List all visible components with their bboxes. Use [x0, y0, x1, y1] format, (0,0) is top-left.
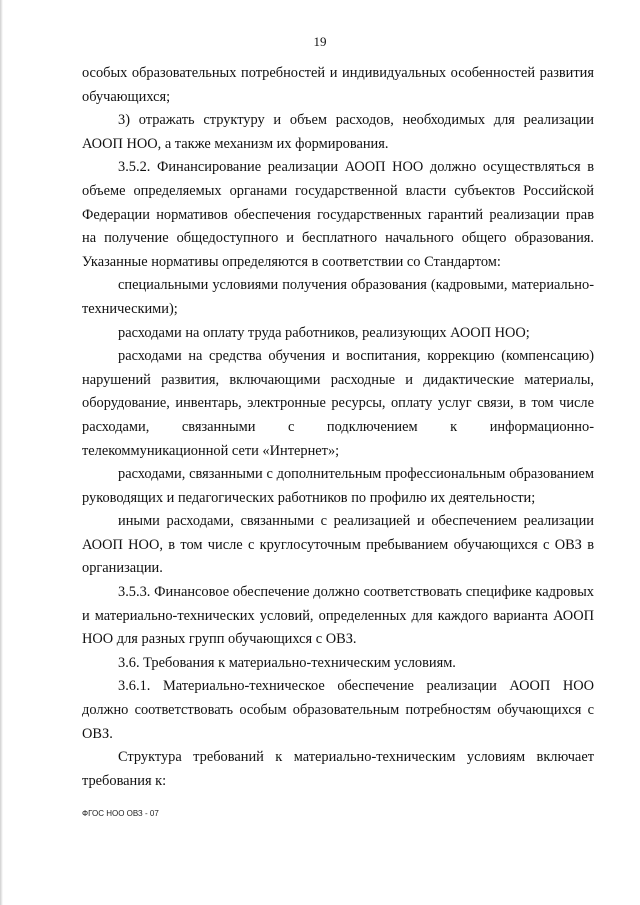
paragraph: специальными условиями получения образования (кадровыми, материально-техническими);	[82, 277, 594, 317]
paragraph: 3.6.1. Материально-техническое обеспечение реализации АООП НОО должно соответствовать особым образовательным потребностям обучающихся с ОВЗ.	[82, 678, 594, 742]
paragraph: иными расходами, связанными с реализацией и обеспечением реализации АООП НОО, в том числе с круглосуточным пребыванием обучающихся с ОВЗ в организации.	[82, 513, 594, 577]
scan-edge	[0, 0, 3, 905]
document-code-footer: ФГОС НОО ОВЗ - 07	[82, 809, 159, 818]
paragraph: 3.5.3. Финансовое обеспечение должно соответствовать специфике кадровых и материально-технических условий, определенных для каждого варианта АООП НОО для разных групп обучающихся с ОВЗ.	[82, 584, 594, 648]
page-number: 19	[313, 34, 327, 49]
body-text	[82, 62, 594, 793]
paragraph: особых образовательных потребностей и индивидуальных особенностей развития обучающихся;	[82, 65, 594, 105]
paragraph: расходами, связанными с дополнительным профессиональным образованием руководящих и педагогических работников по профилю их деятельности;	[82, 466, 594, 506]
paragraph: 3) отражать структуру и объем расходов, необходимых для реализации АООП НОО, а также механизм их формирования.	[82, 112, 594, 152]
paragraph: Структура требований к материально-техническим условиям включает требования к:	[82, 749, 594, 789]
paragraph: 3.5.2. Финансирование реализации АООП НОО должно осуществляться в объеме определяемых органами государственной власти субъектов Российской Федерации нормативов обеспечения государственных гарантий реализации прав на получение общедоступного и бесплатного начального общего образования. Указанные нормативы определяются в соответствии со Стандартом:	[82, 159, 594, 270]
paragraph: расходами на оплату труда работников, реализующих АООП НОО;	[118, 324, 530, 341]
paragraph: 3.6. Требования к материально-техническим условиям.	[118, 654, 456, 671]
paragraph: расходами на средства обучения и воспитания, коррекцию (компенсацию) нарушений развития, включающими расходные и дидактические материалы, оборудование, инвентарь, электронные ресурсы, оплату услуг связи, в том числе расходами, связанными с подключением к информационно-телекоммуникационной сети «Интернет»;	[82, 348, 594, 459]
